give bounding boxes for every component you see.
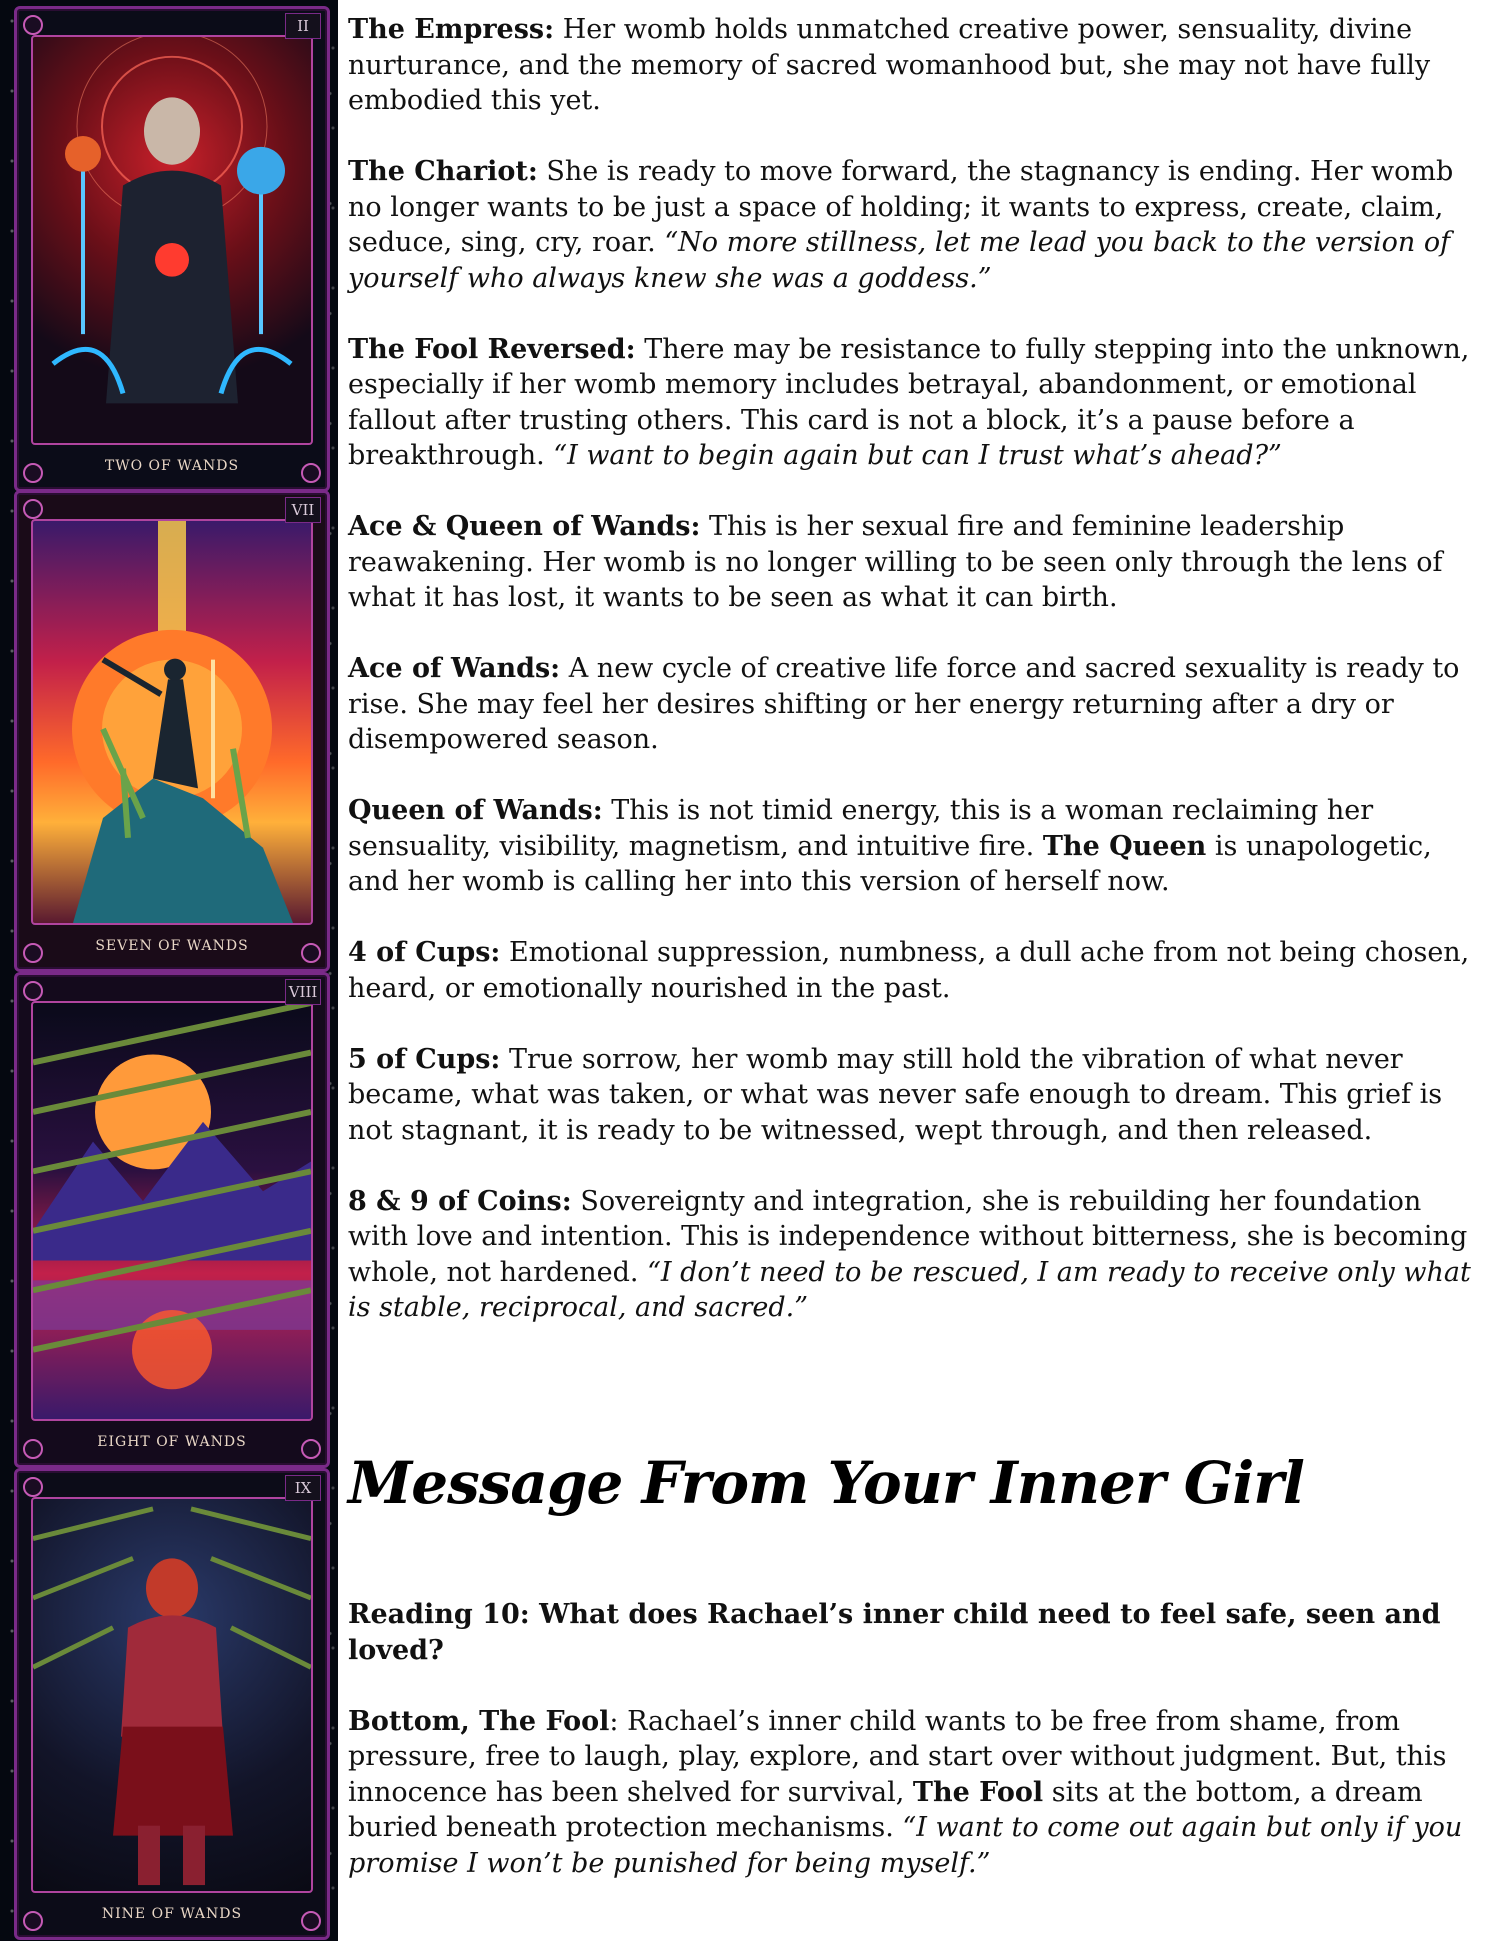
- eight-of-wands-illustration: [33, 1003, 311, 1419]
- tarot-card-column: [0, 0, 338, 1941]
- paragraph-eight-nine-coins: [348, 1184, 1488, 1326]
- inline-emphasis: The Queen: [1042, 830, 1207, 862]
- paragraph-title: The Empress:: [348, 14, 555, 45]
- paragraph-four-cups: [348, 935, 1488, 1006]
- paragraph-body: sits at the bottom, a dream buried beneath protection mechanisms.: [348, 1776, 1423, 1843]
- card-corner-ornament: [23, 499, 43, 519]
- tarot-card-seven-of-wands: [14, 490, 330, 972]
- paragraph-title: 8 & 9 of Coins:: [348, 1185, 572, 1217]
- card-numeral: II: [285, 13, 321, 39]
- reading-question-text: Reading 10: What does Rachael’s inner child need to feel safe, seen and loved?: [348, 1599, 1441, 1666]
- card-numeral: VII: [285, 497, 321, 523]
- paragraph-five-cups: [348, 1042, 1488, 1149]
- paragraph-queen-wands: [348, 793, 1488, 900]
- paragraph-quote: “I want to begin again but can I trust what’s ahead?”: [553, 440, 1282, 471]
- paragraph-body: This is not timid energy, this is a woman reclaiming her sensuality, visibility, magnetism, and intuitive fire.: [348, 795, 1374, 862]
- paragraph-ace-queen-wands: [348, 509, 1488, 616]
- paragraph-title: 5 of Cups:: [348, 1043, 501, 1075]
- tarot-card-two-of-wands: [14, 6, 330, 492]
- card-corner-ornament: [23, 981, 43, 1001]
- paragraph-title: 4 of Cups:: [348, 937, 501, 968]
- paragraph-title: Ace of Wands:: [348, 653, 561, 684]
- paragraph-title: The Fool Reversed:: [348, 333, 636, 365]
- inline-emphasis: The Fool: [912, 1776, 1044, 1808]
- card-name: SEVEN OF WANDS: [95, 938, 249, 954]
- seven-of-wands-illustration: [33, 521, 311, 923]
- paragraph-ace-wands: [348, 651, 1488, 758]
- nine-of-wands-illustration: [33, 1499, 311, 1891]
- paragraph-body: There may be resistance to fully stepping into the unknown, especially if her womb memory includes betrayal, abandonment, or emotional fallout after trusting others. This card is not a block, it’s a pause before a breakthrough.: [348, 333, 1470, 471]
- card-name: NINE OF WANDS: [101, 1906, 243, 1922]
- paragraph-chariot: [348, 154, 1488, 296]
- card-interpretations: [348, 12, 1488, 1361]
- paragraph-body: This is her sexual fire and feminine leadership reawakening. Her womb is no longer willing to be seen only through the lens of what it has lost, it wants to be seen as what it can birth.: [348, 511, 1443, 613]
- paragraph-body: Emotional suppression, numbness, a dull ache from not being chosen, heard, or emotionally nourished in the past.: [348, 937, 1470, 1004]
- paragraph-body: A new cycle of creative life force and sacred sexuality is ready to rise. She may feel her desires shifting or her energy returning after a dry or disempowered season.: [348, 653, 1460, 755]
- paragraph-quote: “I don’t need to be rescued, I am ready to receive only what is stable, reciprocal, and sacred.”: [348, 1256, 1471, 1323]
- section-heading: Message From Your Inner Girl: [348, 1449, 1304, 1517]
- card-name: EIGHT OF WANDS: [97, 1434, 247, 1450]
- card-corner-ornament: [23, 15, 43, 35]
- paragraph-title: Bottom, The Fool: [348, 1705, 610, 1737]
- card-numeral: VIII: [285, 979, 321, 1005]
- card-corner-ornament: [23, 1477, 43, 1497]
- reading-question: [348, 1597, 1488, 1668]
- tarot-card-nine-of-wands: [14, 1468, 330, 1940]
- paragraph-body: True sorrow, her womb may still hold the vibration of what never became, what was taken, or what was never safe enough to dream. This grief is not stagnant, it is ready to be witnessed, wept through, and then released.: [348, 1043, 1443, 1146]
- paragraph-bottom-fool: [348, 1704, 1488, 1882]
- card-name: TWO OF WANDS: [104, 458, 240, 474]
- paragraph-body: : Rachael’s inner child wants to be free from shame, from pressure, free to laugh, play, explore, and start over without judgment. But, this innocence has been shelved for survival,: [348, 1705, 1447, 1808]
- paragraph-title: Queen of Wands:: [348, 795, 603, 826]
- paragraph-quote: “I want to come out again but only if you promise I won’t be punished for being myself.”: [348, 1812, 1463, 1879]
- paragraph-empress: [348, 12, 1488, 119]
- paragraph-fool-reversed: [348, 332, 1488, 474]
- paragraph-body: Her womb holds unmatched creative power, sensuality, divine nurturance, and the memory of sacred womanhood but, she may not have fully embodied this yet.: [348, 14, 1431, 116]
- paragraph-body: is unapologetic, and her womb is calling her into this version of herself now.: [348, 830, 1432, 897]
- paragraph-quote: “No more stillness, let me lead you back to the version of yourself who always knew she was a goddess.”: [348, 227, 1451, 294]
- two-of-wands-illustration: [33, 37, 311, 443]
- paragraph-title: Ace & Queen of Wands:: [348, 511, 701, 542]
- paragraph-body: Sovereignty and integration, she is rebuilding her foundation with love and intention. This is independence without bitterness, she is becoming whole, not hardened.: [348, 1185, 1468, 1288]
- paragraph-title: The Chariot:: [348, 156, 538, 187]
- tarot-card-eight-of-wands: [14, 972, 330, 1468]
- inner-girl-section: [348, 1597, 1488, 1917]
- paragraph-body: She is ready to move forward, the stagnancy is ending. Her womb no longer wants to be just a space of holding; it wants to express, create, claim, seduce, sing, cry, roar.: [348, 156, 1454, 258]
- card-numeral: IX: [285, 1475, 321, 1501]
